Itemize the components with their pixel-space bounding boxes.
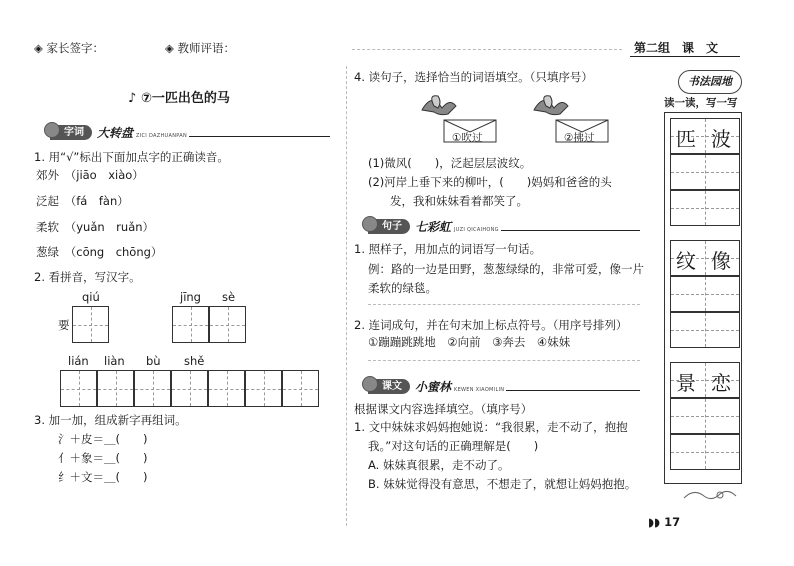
- page-number: ◗◗ 17: [648, 515, 681, 529]
- option-label: ①吹过: [452, 132, 483, 144]
- writing-box[interactable]: [245, 370, 282, 407]
- dots-decoration-icon: ◗◗: [648, 515, 661, 529]
- writing-box[interactable]: [60, 370, 97, 407]
- pinyin-label: jīng: [180, 290, 201, 304]
- parent-sign-label: ◈ 家长签字：: [34, 41, 105, 55]
- model-character: 像: [711, 249, 731, 273]
- model-character: 恋: [711, 371, 731, 395]
- bird-icon: [422, 96, 456, 115]
- q4-line[interactable]: (2)河岸上垂下来的柳叶，( )妈妈和爸爸的头: [368, 175, 612, 189]
- model-character: 匹: [676, 127, 696, 151]
- q3-item[interactable]: 氵＋皮＝＿( ): [58, 432, 148, 446]
- column-divider: [346, 66, 347, 526]
- model-character: 纹: [676, 249, 696, 273]
- writing-box[interactable]: [172, 306, 209, 343]
- writing-box[interactable]: [670, 434, 740, 470]
- q3-item[interactable]: 纟＋文＝＿( ): [58, 470, 148, 484]
- writing-box[interactable]: [134, 370, 171, 407]
- diamond-icon: ◈: [34, 41, 43, 55]
- lesson-title: ♪ ⑦一匹出色的马: [128, 91, 230, 106]
- juzi-q2-title: 2. 连词成句，并在句末加上标点符号。（用序号排列）: [354, 318, 628, 332]
- q4-line[interactable]: (1)微风( )，泛起层层波纹。: [368, 156, 532, 170]
- writing-box[interactable]: [670, 312, 740, 348]
- section-banner-juzi: 句子 七彩虹 JUZI QICAIHONG: [368, 218, 640, 235]
- unit-label: 第二组 课 文: [634, 41, 719, 55]
- q2-prefix: 要: [58, 318, 70, 332]
- writing-box[interactable]: [670, 190, 740, 226]
- writing-box[interactable]: [670, 276, 740, 312]
- kewen-line: 1. 文中妹妹求妈妈抱她说：“我很累，走不动了，抱抱: [354, 420, 628, 434]
- pinyin-label: qiú: [82, 290, 100, 304]
- pinyin-label: liàn: [104, 354, 125, 368]
- answer-line[interactable]: [368, 304, 640, 305]
- juzi-q2-options: ①蹦蹦跳跳地 ②向前 ③奔去 ④妹妹: [368, 335, 571, 349]
- calligraphy-logo: 书法园地: [678, 70, 742, 94]
- option-a[interactable]: A. 妹妹真很累，走不动了。: [368, 458, 510, 472]
- teacher-comment-label: ◈ 教师评语：: [165, 41, 236, 55]
- writing-box[interactable]: [97, 370, 134, 407]
- option-label: ②拂过: [564, 132, 595, 144]
- kewen-intro: 根据课文内容选择填空。（填序号）: [354, 402, 533, 416]
- juzi-q1-title: 1. 照样子，用加点的词语写一句话。: [354, 242, 542, 256]
- writing-box[interactable]: [670, 154, 740, 190]
- header-divider: [352, 49, 622, 50]
- q1-item[interactable]: 郊外 （jiāo xiào）: [36, 168, 144, 182]
- swirl-decoration-icon: [680, 486, 740, 504]
- option-b[interactable]: B. 妹妹觉得没有意思，不想走了，就想让妈妈抱抱。: [368, 477, 637, 491]
- model-character: 景: [676, 371, 696, 395]
- music-note-icon: ♪: [128, 91, 137, 106]
- q3-item[interactable]: 亻＋象＝＿( ): [58, 451, 148, 465]
- section-banner-kewen: 课文 小蜜林 KEWEN XIAOMILIN: [368, 378, 640, 395]
- writing-box[interactable]: [670, 398, 740, 434]
- bird-icon: [534, 96, 568, 115]
- writing-box[interactable]: [171, 370, 208, 407]
- kewen-line[interactable]: 我。”对这句话的正确理解是( ): [368, 439, 539, 453]
- q4-title: 4. 读句子，选择恰当的词语填空。（只填序号）: [354, 70, 593, 84]
- calligraphy-subtitle: 读一读，写一写: [664, 97, 738, 109]
- model-character: 波: [711, 127, 731, 151]
- q1-title: 1. 用“√”标出下面加点字的正确读音。: [34, 150, 229, 164]
- pinyin-label: bù: [146, 354, 161, 368]
- pinyin-label: sè: [222, 290, 236, 304]
- q1-item[interactable]: 葱绿 （cōng chōng）: [36, 245, 163, 259]
- writing-box[interactable]: [72, 306, 109, 343]
- writing-box[interactable]: [282, 370, 319, 407]
- header-underline: [630, 56, 740, 57]
- example-line: 柔软的绿毯。: [368, 281, 437, 295]
- answer-line[interactable]: [368, 360, 640, 361]
- q4-line: 发，我和妹妹看着都笑了。: [390, 194, 528, 208]
- q3-title: 3. 加一加，组成新字再组词。: [34, 413, 187, 427]
- diamond-icon: ◈: [165, 41, 174, 55]
- q2-title: 2. 看拼音，写汉字。: [34, 270, 141, 284]
- pinyin-label: lián: [68, 354, 89, 368]
- example-line: 例：路的一边是田野，葱葱绿绿的，非常可爱，像一片: [368, 262, 644, 276]
- section-banner-zici: 字词 大转盘 ZICI DAZHUANPAN: [50, 124, 330, 141]
- writing-box[interactable]: [209, 306, 246, 343]
- pinyin-label: shě: [184, 354, 205, 368]
- writing-box[interactable]: [208, 370, 245, 407]
- q1-item[interactable]: 柔软 （yuǎn ruǎn）: [36, 220, 155, 234]
- q1-item[interactable]: 泛起 （fá fàn）: [36, 194, 129, 208]
